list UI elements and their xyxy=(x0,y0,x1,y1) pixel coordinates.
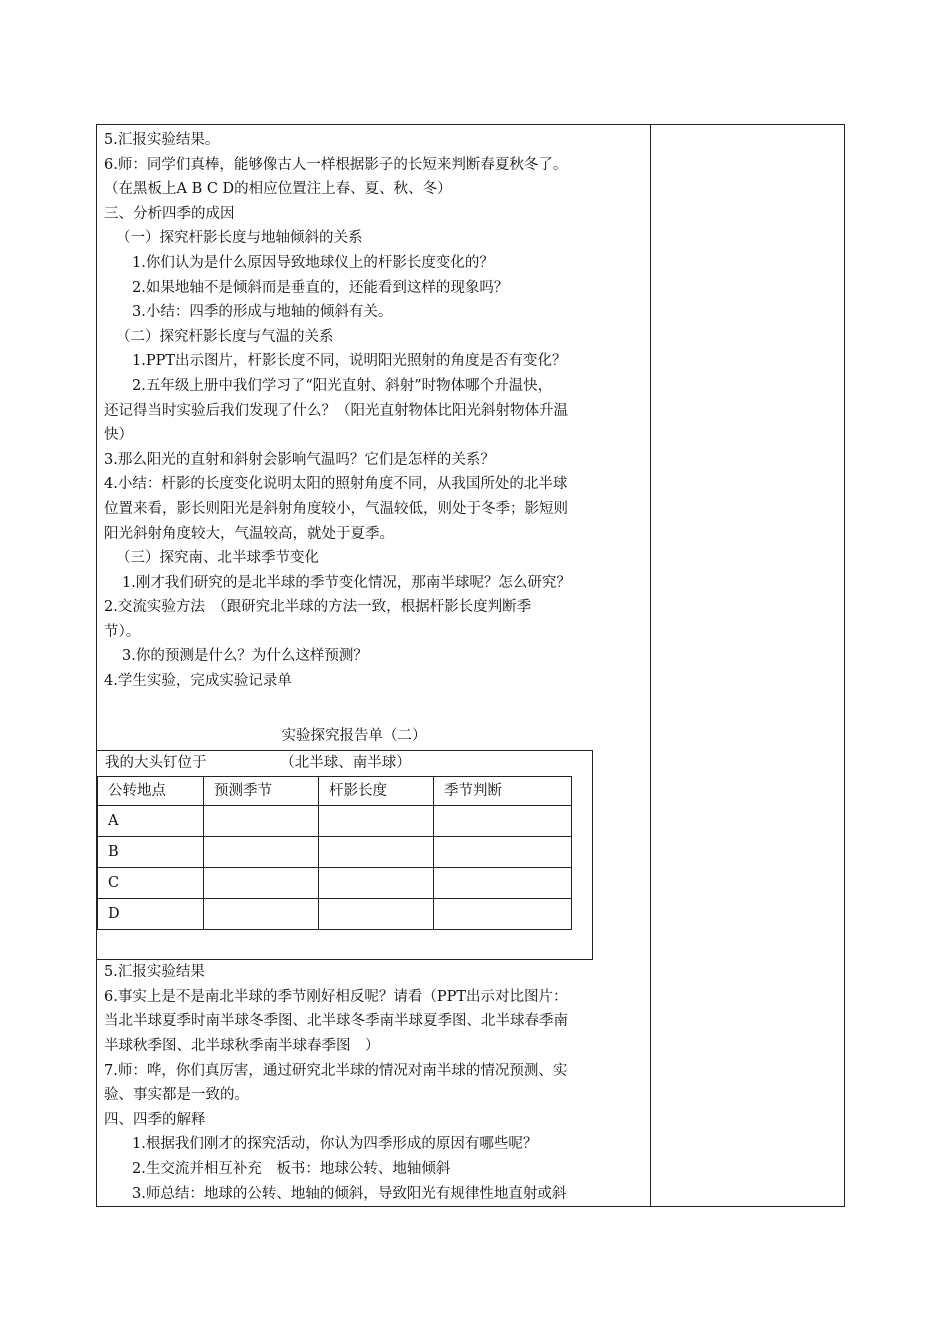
table-cell[interactable] xyxy=(204,899,319,930)
text-line: 2.五年级上册中我们学习了“阳光直射、斜射”时物体哪个升温快， xyxy=(132,377,553,394)
text-line: 5.汇报实验结果 xyxy=(104,964,205,981)
report-header-left: 我的大头钉位于 xyxy=(105,755,207,772)
text-line: 5.汇报实验结果。 xyxy=(104,132,220,148)
text-line: 阳光斜射角度较大，气温较高，就处于夏季。 xyxy=(104,525,394,542)
report-table xyxy=(97,776,572,930)
table-cell[interactable] xyxy=(434,868,572,899)
table-header-row xyxy=(98,777,572,806)
text-line: 还记得当时实验后我们发现了什么？（阳光直射物体比阳光斜射物体升温 xyxy=(104,402,568,419)
table-row xyxy=(98,806,572,837)
text-line: 位置来看，影长则阳光是斜射角度较小，气温较低，则处于冬季；影短则 xyxy=(104,500,568,517)
text-line: 4.小结：杆影的长度变化说明太阳的照射角度不同，从我国所处的北半球 xyxy=(104,476,568,493)
row-label: D xyxy=(98,899,204,930)
subsection-heading: （二）探究杆影长度与气温的关系 xyxy=(116,328,334,345)
table-cell[interactable] xyxy=(434,899,572,930)
text-line: 7.师：哗，你们真厉害，通过研究北半球的情况对南半球的情况预测、实 xyxy=(104,1062,568,1079)
table-row xyxy=(98,899,572,930)
table-cell[interactable] xyxy=(204,868,319,899)
column-header: 杆影长度 xyxy=(319,777,434,806)
column-header: 季节判断 xyxy=(434,777,572,806)
subsection-heading: （三）探究南、北半球季节变化 xyxy=(116,550,319,567)
text-line: 2.交流实验方法 （跟研究北半球的方法一致，根据杆影长度判断季 xyxy=(104,599,532,616)
column-header: 预测季节 xyxy=(204,777,319,806)
table-cell[interactable] xyxy=(319,806,434,837)
text-line: 1.刚才我们研究的是北半球的季节变化情况，那南半球呢？怎么研究？ xyxy=(122,574,571,591)
subsection-heading: （一）探究杆影长度与地轴倾斜的关系 xyxy=(116,230,363,247)
row-label: C xyxy=(98,868,204,899)
report-header xyxy=(105,751,411,775)
text-line: 1.你们认为是什么原因导致地球仪上的杆影长度变化的？ xyxy=(132,254,494,271)
text-line: 节）。 xyxy=(104,623,141,640)
table-cell[interactable] xyxy=(434,806,572,837)
text-line: 4.学生实验，完成实验记录单 xyxy=(104,673,292,690)
table-cell[interactable] xyxy=(204,837,319,868)
text-line: 1.根据我们刚才的探究活动，你认为四季形成的原因有哪些呢？ xyxy=(132,1136,538,1153)
table-cell[interactable] xyxy=(319,837,434,868)
report-form xyxy=(96,750,593,960)
table-row xyxy=(98,837,572,868)
text-line: 当北半球夏季时南半球冬季图、北半球冬季南半球夏季图、北半球春季南 xyxy=(104,1013,568,1030)
text-line: 2.生交流并相互补充 板书：地球公转、地轴倾斜 xyxy=(132,1161,451,1177)
column-header: 公转地点 xyxy=(98,777,204,806)
report-caption: 实验探究报告单（二） xyxy=(281,727,427,744)
text-line: 3.你的预测是什么？为什么这样预测？ xyxy=(122,648,368,665)
column-divider xyxy=(650,124,651,1207)
text-line: 1.PPT出示图片，杆影长度不同，说明阳光照射的角度是否有变化？ xyxy=(132,353,567,370)
text-line: 6.事实上是不是南北半球的季节刚好相反呢？请看（PPT出示对比图片： xyxy=(104,988,568,1005)
text-line: 6.师：同学们真棒，能够像古人一样根据影子的长短来判断春夏秋冬了。 xyxy=(104,156,568,173)
table-cell[interactable] xyxy=(319,899,434,930)
lesson-content xyxy=(104,128,644,1206)
text-line: 2.如果地轴不是倾斜而是垂直的，还能看到这样的现象吗？ xyxy=(132,279,509,296)
text-line: 半球秋季图、北半球秋季南半球春季图 ） xyxy=(104,1038,380,1055)
text-line: 3.师总结：地球的公转、地轴的倾斜，导致阳光有规律性地直射或斜 xyxy=(132,1185,567,1202)
table-cell[interactable] xyxy=(434,837,572,868)
report-header-right: （北半球、南半球） xyxy=(280,755,411,772)
text-line: 3.小结：四季的形成与地轴的倾斜有关。 xyxy=(132,304,393,321)
row-label: A xyxy=(98,806,204,837)
text-line: 3.那么阳光的直射和斜射会影响气温吗？它们是怎样的关系？ xyxy=(104,451,495,468)
row-label: B xyxy=(98,837,204,868)
section-heading: 三、分析四季的成因 xyxy=(104,205,235,222)
table-row xyxy=(98,868,572,899)
text-line: 验、事实都是一致的。 xyxy=(104,1087,249,1104)
table-cell[interactable] xyxy=(319,868,434,899)
table-cell[interactable] xyxy=(204,806,319,837)
section-heading: 四、四季的解释 xyxy=(104,1111,206,1128)
text-line: （在黑板上A B C D的相应位置注上春、夏、秋、冬） xyxy=(104,181,452,198)
spacer xyxy=(104,694,644,718)
text-line: 快） xyxy=(104,427,133,444)
